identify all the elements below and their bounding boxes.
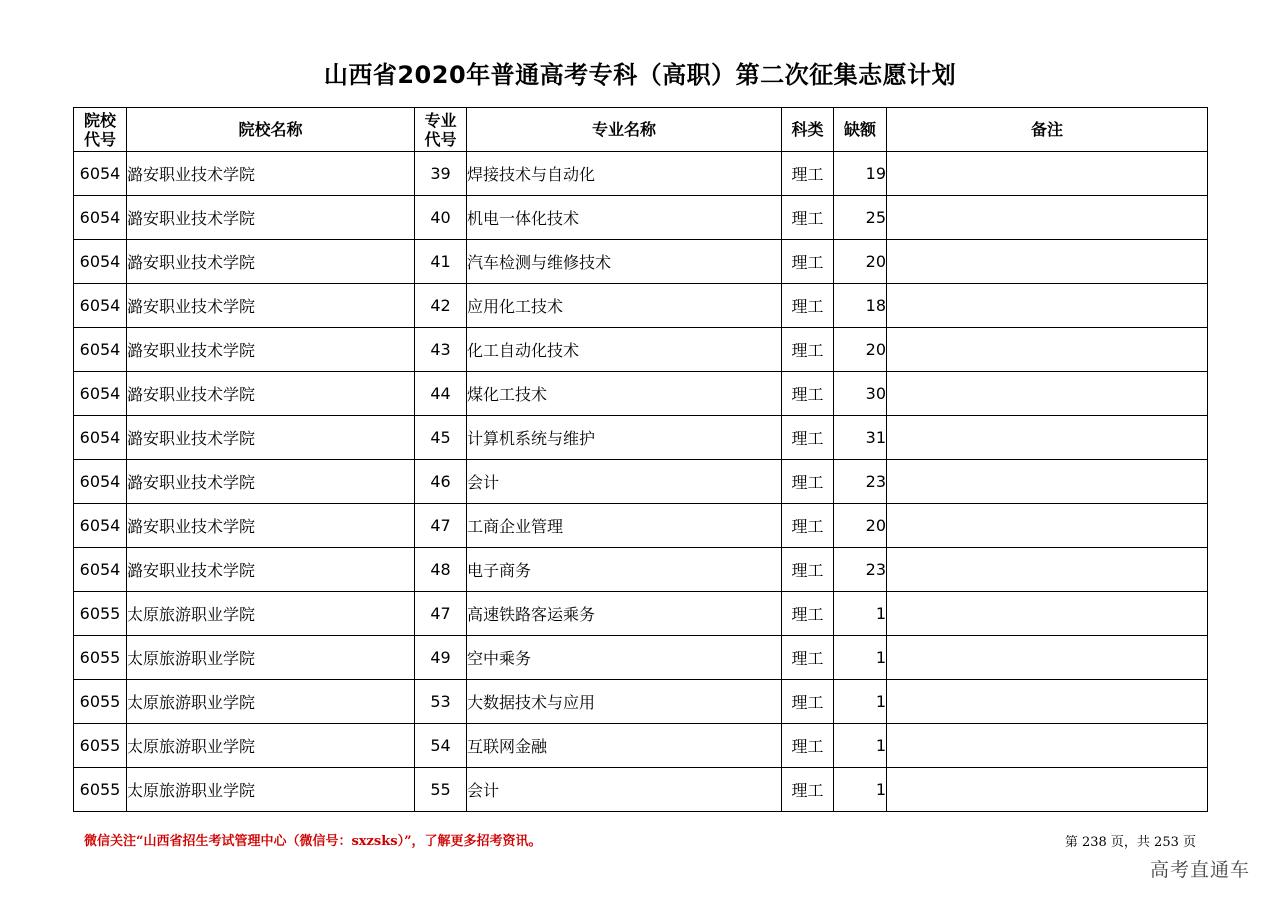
header-note: 备注 (887, 108, 1208, 152)
cell-major-name: 会计 (467, 768, 782, 812)
cell-category: 理工 (782, 240, 834, 284)
cell-category: 理工 (782, 152, 834, 196)
cell-major-name: 化工自动化技术 (467, 328, 782, 372)
cell-school-name: 潞安职业技术学院 (127, 372, 415, 416)
document-title: 山西省2020年普通高考专科（高职）第二次征集志愿计划 (323, 61, 957, 89)
cell-quota: 20 (834, 328, 887, 372)
table-row (74, 240, 1208, 284)
watermark: 高考直通车 (1149, 859, 1250, 881)
cell-note (887, 724, 1208, 768)
cell-major-code: 55 (415, 768, 467, 812)
cell-school-code: 6054 (74, 152, 127, 196)
cell-category: 理工 (782, 328, 834, 372)
cell-school-name: 潞安职业技术学院 (127, 240, 415, 284)
table-row (74, 284, 1208, 328)
cell-school-name: 太原旅游职业学院 (127, 768, 415, 812)
cell-major-code: 43 (415, 328, 467, 372)
cell-school-code: 6054 (74, 196, 127, 240)
cell-major-code: 45 (415, 416, 467, 460)
cell-category: 理工 (782, 196, 834, 240)
cell-category: 理工 (782, 416, 834, 460)
cell-school-name: 潞安职业技术学院 (127, 416, 415, 460)
header-major-code: 专业代号 (415, 108, 467, 152)
cell-school-name: 潞安职业技术学院 (127, 284, 415, 328)
cell-school-name: 潞安职业技术学院 (127, 196, 415, 240)
cell-major-name: 机电一体化技术 (467, 196, 782, 240)
cell-quota: 19 (834, 152, 887, 196)
cell-note (887, 152, 1208, 196)
header-major-name: 专业名称 (467, 108, 782, 152)
cell-school-code: 6054 (74, 460, 127, 504)
cell-note (887, 680, 1208, 724)
cell-quota: 20 (834, 504, 887, 548)
cell-major-code: 44 (415, 372, 467, 416)
cell-quota: 1 (834, 636, 887, 680)
cell-major-name: 高速铁路客运乘务 (467, 592, 782, 636)
cell-school-name: 太原旅游职业学院 (127, 680, 415, 724)
cell-category: 理工 (782, 680, 834, 724)
cell-school-code: 6055 (74, 680, 127, 724)
cell-quota: 18 (834, 284, 887, 328)
cell-quota: 1 (834, 768, 887, 812)
header-school-name: 院校名称 (127, 108, 415, 152)
table-row (74, 592, 1208, 636)
cell-school-code: 6054 (74, 328, 127, 372)
cell-category: 理工 (782, 592, 834, 636)
cell-note (887, 548, 1208, 592)
cell-major-name: 空中乘务 (467, 636, 782, 680)
cell-school-code: 6055 (74, 724, 127, 768)
cell-quota: 1 (834, 724, 887, 768)
cell-note (887, 592, 1208, 636)
cell-major-name: 煤化工技术 (467, 372, 782, 416)
cell-note (887, 636, 1208, 680)
cell-school-name: 潞安职业技术学院 (127, 548, 415, 592)
cell-category: 理工 (782, 460, 834, 504)
cell-category: 理工 (782, 284, 834, 328)
page-number: 第 238 页，共 253 页 (1064, 835, 1196, 850)
cell-major-code: 48 (415, 548, 467, 592)
cell-school-name: 潞安职业技术学院 (127, 328, 415, 372)
cell-school-code: 6054 (74, 240, 127, 284)
cell-school-name: 潞安职业技术学院 (127, 460, 415, 504)
header-category: 科类 (782, 108, 834, 152)
cell-major-name: 会计 (467, 460, 782, 504)
cell-school-code: 6055 (74, 592, 127, 636)
table-row (74, 548, 1208, 592)
cell-note (887, 416, 1208, 460)
table-row (74, 196, 1208, 240)
cell-category: 理工 (782, 768, 834, 812)
cell-note (887, 768, 1208, 812)
table-row (74, 504, 1208, 548)
cell-major-code: 42 (415, 284, 467, 328)
table-row (74, 768, 1208, 812)
cell-category: 理工 (782, 504, 834, 548)
cell-major-code: 47 (415, 504, 467, 548)
cell-school-name: 太原旅游职业学院 (127, 724, 415, 768)
cell-major-name: 大数据技术与应用 (467, 680, 782, 724)
wechat-notice: 微信关注“山西省招生考试管理中心（微信号：sxzsks）”，了解更多招考资讯。 (84, 834, 542, 849)
cell-major-name: 互联网金融 (467, 724, 782, 768)
table-row (74, 460, 1208, 504)
header-school-code: 院校代号 (74, 108, 127, 152)
cell-major-code: 39 (415, 152, 467, 196)
header-quota: 缺额 (834, 108, 887, 152)
cell-quota: 1 (834, 680, 887, 724)
table-row (74, 636, 1208, 680)
cell-quota: 23 (834, 460, 887, 504)
cell-note (887, 372, 1208, 416)
cell-major-name: 焊接技术与自动化 (467, 152, 782, 196)
cell-school-code: 6054 (74, 372, 127, 416)
cell-school-name: 潞安职业技术学院 (127, 504, 415, 548)
cell-note (887, 328, 1208, 372)
cell-major-name: 计算机系统与维护 (467, 416, 782, 460)
table-body (74, 152, 1208, 812)
cell-school-code: 6054 (74, 284, 127, 328)
cell-major-code: 40 (415, 196, 467, 240)
table-row (74, 372, 1208, 416)
cell-quota: 1 (834, 592, 887, 636)
table-row (74, 416, 1208, 460)
cell-major-name: 电子商务 (467, 548, 782, 592)
cell-major-name: 应用化工技术 (467, 284, 782, 328)
cell-school-name: 潞安职业技术学院 (127, 152, 415, 196)
cell-major-code: 54 (415, 724, 467, 768)
table-row (74, 152, 1208, 196)
cell-note (887, 240, 1208, 284)
cell-quota: 31 (834, 416, 887, 460)
cell-quota: 25 (834, 196, 887, 240)
cell-school-name: 太原旅游职业学院 (127, 592, 415, 636)
cell-quota: 20 (834, 240, 887, 284)
cell-note (887, 196, 1208, 240)
cell-note (887, 284, 1208, 328)
admission-plan-table (73, 107, 1208, 812)
cell-category: 理工 (782, 548, 834, 592)
cell-quota: 23 (834, 548, 887, 592)
cell-category: 理工 (782, 636, 834, 680)
cell-school-code: 6054 (74, 416, 127, 460)
table-row (74, 724, 1208, 768)
cell-category: 理工 (782, 724, 834, 768)
cell-major-code: 41 (415, 240, 467, 284)
table-header-row (74, 108, 1208, 152)
cell-school-code: 6055 (74, 636, 127, 680)
cell-major-name: 工商企业管理 (467, 504, 782, 548)
cell-quota: 30 (834, 372, 887, 416)
cell-note (887, 504, 1208, 548)
table-row (74, 328, 1208, 372)
cell-major-name: 汽车检测与维修技术 (467, 240, 782, 284)
cell-major-code: 46 (415, 460, 467, 504)
cell-note (887, 460, 1208, 504)
cell-category: 理工 (782, 372, 834, 416)
cell-major-code: 47 (415, 592, 467, 636)
cell-major-code: 49 (415, 636, 467, 680)
cell-major-code: 53 (415, 680, 467, 724)
cell-school-code: 6054 (74, 504, 127, 548)
cell-school-code: 6055 (74, 768, 127, 812)
table-row (74, 680, 1208, 724)
cell-school-code: 6054 (74, 548, 127, 592)
cell-school-name: 太原旅游职业学院 (127, 636, 415, 680)
